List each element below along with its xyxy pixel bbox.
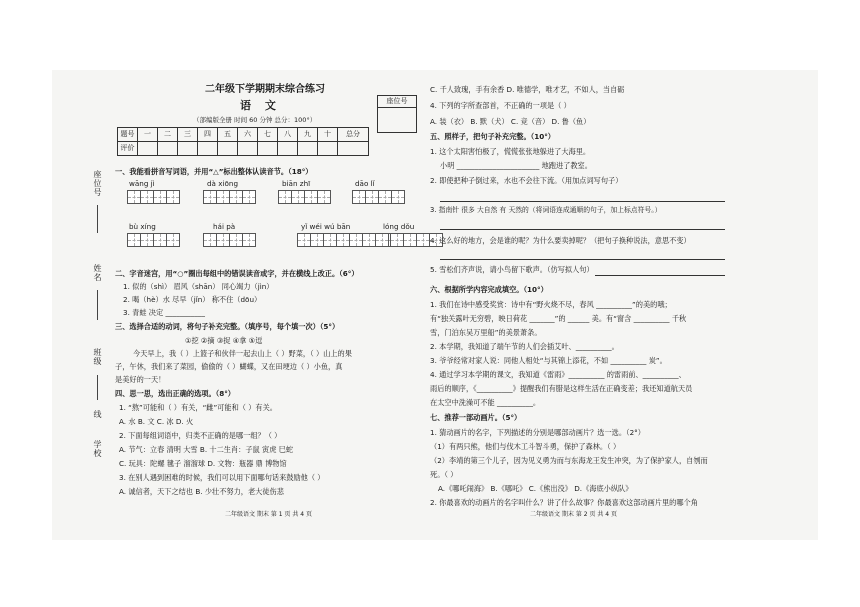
- grid-cell[interactable]: [403, 233, 417, 247]
- score-cell[interactable]: [218, 142, 238, 156]
- sidebar-divider: [97, 205, 98, 233]
- verb-options: ①挖 ②摘 ③捉 ④拿 ⑤逗: [185, 336, 263, 345]
- answer-line[interactable]: [440, 201, 725, 202]
- question-line: 3. 指南针 很多 大自然 有 天然的（将词语连成通顺的句子，加上标点符号。）: [430, 206, 662, 214]
- grid-cell[interactable]: [153, 233, 167, 247]
- grid-cell[interactable]: [365, 190, 379, 204]
- pinyin-label: wāng jì: [129, 179, 155, 188]
- writing-grid[interactable]: [278, 190, 330, 204]
- question-line: 2. 本学期，我知道了端午节的人们会插艾叶、__________。: [430, 342, 619, 351]
- score-header-cell: 一: [138, 128, 158, 142]
- score-cell[interactable]: [338, 142, 369, 156]
- question-line: 1. 我们在诗中感受奖赏：诗中有“野火烧不尽，春风 __________”的美的哦；: [430, 300, 672, 309]
- question-line: 雪，门泊东吴万里船”的美景萧条。: [430, 328, 542, 337]
- sidebar-label-seat: 座位号: [93, 170, 102, 197]
- score-cell[interactable]: [258, 142, 278, 156]
- question-line: A. 节气：立春 清明 大雪 B. 十二生肖：子鼠 寅虎 巳蛇: [119, 445, 294, 454]
- score-row-label: 评价: [118, 142, 138, 156]
- grid-cell[interactable]: [127, 233, 141, 247]
- grid-cell[interactable]: [242, 233, 256, 247]
- question-line: 1. 猜动画片的名字，下列描述的分别是哪部动画片？选一选。（2°）: [430, 428, 645, 437]
- question-5-heading: 五、照样子，把句子补充完整。（10°）: [430, 132, 555, 141]
- grid-cell[interactable]: [229, 190, 243, 204]
- score-cell[interactable]: [318, 142, 338, 156]
- question-line: 2. 你最喜欢的动画片的名字叫什么？讲了什么故事？你最喜欢这部动画片里的哪个角: [430, 498, 698, 507]
- grid-cell[interactable]: [166, 233, 180, 247]
- grid-cell[interactable]: [140, 190, 154, 204]
- grid-cell[interactable]: [140, 233, 154, 247]
- writing-grid[interactable]: [203, 190, 255, 204]
- question-line: A. 水 B. 文 C. 冰 D. 火: [119, 417, 194, 426]
- score-cell[interactable]: [238, 142, 258, 156]
- writing-grid[interactable]: [297, 233, 401, 247]
- question-line: 3. 在别人遇到困难的时候，我们可以用下面哪句话来鼓励他（ ）: [119, 473, 325, 482]
- writing-grid[interactable]: [203, 233, 255, 247]
- score-header-cell: 七: [258, 128, 278, 142]
- grid-cell[interactable]: [375, 233, 389, 247]
- grid-cell[interactable]: [127, 190, 141, 204]
- grid-cell[interactable]: [166, 190, 180, 204]
- grid-cell[interactable]: [216, 233, 230, 247]
- grid-cell[interactable]: [304, 190, 318, 204]
- score-cell[interactable]: [278, 142, 298, 156]
- question-line: 2. 喝（hè）水 尽早（jǐn） 称不住（dōu）: [123, 295, 262, 304]
- sidebar-label-name: 姓名: [93, 264, 102, 282]
- score-header-cell: 题号: [118, 128, 138, 142]
- question-line: 在太空中洗澡可不能 __________。: [430, 398, 541, 407]
- question-line: 死。（ ）: [430, 470, 458, 479]
- pinyin-label: dà xiōng: [207, 179, 239, 188]
- score-table-header-row: [118, 128, 369, 142]
- question-line: 5. 雪松们齐声说，请小鸟留下歌声。（仿写拟人句）: [430, 265, 594, 274]
- writing-grid[interactable]: [127, 233, 179, 247]
- question-line: 2. 下面每组词语中，归类不正确的是哪一组？（ ）: [119, 431, 282, 440]
- score-table-row: [118, 142, 369, 156]
- question-3-heading: 三、选择合适的动词，将句子补充完整。（填序号，每个填一次）（5°）: [115, 322, 340, 331]
- page-footer: 二年级语文 期末 第 1 页 共 4 页: [225, 511, 312, 518]
- grid-cell[interactable]: [336, 233, 350, 247]
- question-line: A. 装（衣） B. 默（犬） C. 竞（音） D. 鲁（鱼）: [430, 117, 591, 126]
- score-header-cell: 五: [218, 128, 238, 142]
- score-header-cell: 六: [238, 128, 258, 142]
- seat-number-box: [377, 95, 417, 133]
- question-line: 1. 似的（shì） 眉风（shān） 同心竭力（jìn）: [123, 282, 274, 291]
- score-header-cell: 十: [318, 128, 338, 142]
- question-line: 3. 青蛙 决定 ___________: [123, 308, 205, 317]
- question-line: 子，午休，我们来了菜园，偷偷的（ ）蝴蝶，又在田埂边（ ）小鱼，真: [115, 362, 343, 371]
- question-7-heading: 七、推荐一部动画片。（5°）: [430, 413, 522, 422]
- grid-cell[interactable]: [362, 233, 376, 247]
- question-line: A. 诚信者，天下之结也 B. 少壮不努力，老大徒伤悲: [119, 487, 284, 496]
- pinyin-label: dāo lǐ: [355, 179, 375, 188]
- grid-cell[interactable]: [349, 233, 363, 247]
- grid-cell[interactable]: [310, 233, 324, 247]
- writing-grid[interactable]: [127, 190, 179, 204]
- question-line: 雨后的顺序，《__________》提醒我们有腊是这样生活在正确变差；我还知道航天员: [430, 384, 693, 393]
- grid-cell[interactable]: [317, 190, 331, 204]
- question-6-heading: 六、根据所学内容完成填空。（10°）: [430, 285, 548, 294]
- question-line: 有“独关露叶无穷碧，映日荷花 _______”的 ______ 美。有“窗含 __________ 千秋: [430, 314, 687, 323]
- question-line: 4. 下列的字所查部首，不正确的一项是（ ）: [430, 101, 571, 110]
- question-line: 今天早上，我（ ）上篮子和伙伴一起去山上（ ）野菜，（ ）山上的果: [133, 349, 352, 358]
- sidebar-divider: [97, 290, 98, 320]
- score-cell[interactable]: [158, 142, 178, 156]
- pinyin-label: biān zhī: [282, 179, 311, 188]
- grid-cell[interactable]: [391, 190, 405, 204]
- score-header-cell: 九: [298, 128, 318, 142]
- score-header-cell: 八: [278, 128, 298, 142]
- sidebar-label-line: 线: [93, 410, 102, 419]
- grid-cell[interactable]: [352, 190, 366, 204]
- score-header-cell: 总分: [338, 128, 369, 142]
- writing-grid[interactable]: [352, 190, 404, 204]
- question-line: C. 玩具：陀螺 毽子 溜溜球 D. 文物：瓶器 鼎 博物馆: [119, 459, 287, 468]
- question-4-heading: 四、思一思，选出正确的选项。（8°）: [115, 389, 235, 398]
- question-line: 2. 即使把种子倒过来，水也不会往下流。（用加点词写句子）: [430, 176, 623, 185]
- sidebar-label-class: 班级: [93, 348, 102, 366]
- sidebar-label-school: 学校: [93, 440, 102, 458]
- pinyin-label: hái pà: [213, 222, 236, 231]
- score-cell[interactable]: [138, 142, 158, 156]
- question-line: 4. 这么好的地方，会是谁的呢？为什么要卖掉呢？（把句子换种说法，意思不变）: [430, 236, 691, 245]
- seat-label: 座位号: [378, 96, 416, 108]
- pinyin-label: bù xíng: [129, 222, 156, 231]
- question-line: A.《哪吒闹海》 B.《哪吒》 C.《熊出没》 D.《海底小纵队》: [438, 484, 633, 493]
- pinyin-label: yǐ wéi wú bān: [301, 222, 351, 231]
- page-footer: 二年级语文 期末 第 2 页 共 4 页: [530, 511, 617, 518]
- grid-cell[interactable]: [297, 233, 311, 247]
- score-table: [117, 127, 369, 156]
- grid-cell[interactable]: [278, 190, 292, 204]
- score-header-cell: 二: [158, 128, 178, 142]
- question-line: 是美好的一天！: [115, 375, 166, 384]
- question-line: 1. “熬”可能和（ ）有关，“雌”可能和（ ）有关。: [119, 403, 277, 412]
- question-line: （1）有两只熊，他们与伐木工斗智斗勇，保护了森林。（ ）: [430, 442, 621, 451]
- question-line: 3. 爷爷经常对家人说：同他人相处“与其锦上添花，不如 __________ 炭”。: [430, 356, 667, 365]
- pinyin-label: lóng dǒu: [383, 222, 415, 231]
- score-header-cell: 四: [198, 128, 218, 142]
- grid-cell[interactable]: [390, 233, 404, 247]
- grid-cell[interactable]: [203, 190, 217, 204]
- question-line: （2）李靖的第三个儿子，因为见义勇为而与东海龙王发生冲突，为了保护家人，自刎而: [430, 456, 708, 465]
- grid-cell[interactable]: [323, 233, 337, 247]
- score-cell[interactable]: [198, 142, 218, 156]
- grid-cell[interactable]: [229, 233, 243, 247]
- sidebar-divider: [97, 375, 98, 400]
- exam-info: （部编版全册 时间 60 分钟 总分：100°）: [193, 116, 317, 124]
- grid-cell[interactable]: [242, 190, 256, 204]
- question-line: C. 千人致瑰，手有余香 D. 唯德学，唯才艺，不如人，当自砺: [430, 85, 625, 94]
- grid-cell[interactable]: [216, 190, 230, 204]
- question-2-heading: 二、字音迷宫，用“○”圈出每组中的错误读音或字，并在横线上改正。（6°）: [115, 269, 359, 278]
- exam-subject: 语 文: [240, 99, 281, 112]
- grid-cell[interactable]: [153, 190, 167, 204]
- grid-cell[interactable]: [203, 233, 217, 247]
- score-cell[interactable]: [298, 142, 318, 156]
- question-line: 小明 _______________________ 地跑进了教室。: [440, 161, 592, 170]
- answer-line[interactable]: [440, 259, 725, 260]
- score-header-cell: 三: [178, 128, 198, 142]
- answer-line[interactable]: [595, 275, 725, 276]
- grid-cell[interactable]: [291, 190, 305, 204]
- question-line: 4. 通过学习本学期的课文，我知道《雷雨》__________ 的雷雨前、__________、: [430, 370, 686, 379]
- grid-cell[interactable]: [378, 190, 392, 204]
- score-cell[interactable]: [178, 142, 198, 156]
- answer-line[interactable]: [440, 229, 725, 230]
- grid-cell[interactable]: [416, 233, 430, 247]
- question-line: 1. 这个太阳害怕极了，慌慌张张地躲进了大海里。: [430, 147, 591, 156]
- question-1-heading: 一、我能看拼音写词语，并用“△”标出整体认读音节。（18°）: [115, 167, 313, 176]
- exam-title: 二年级下学期期末综合练习: [205, 84, 325, 95]
